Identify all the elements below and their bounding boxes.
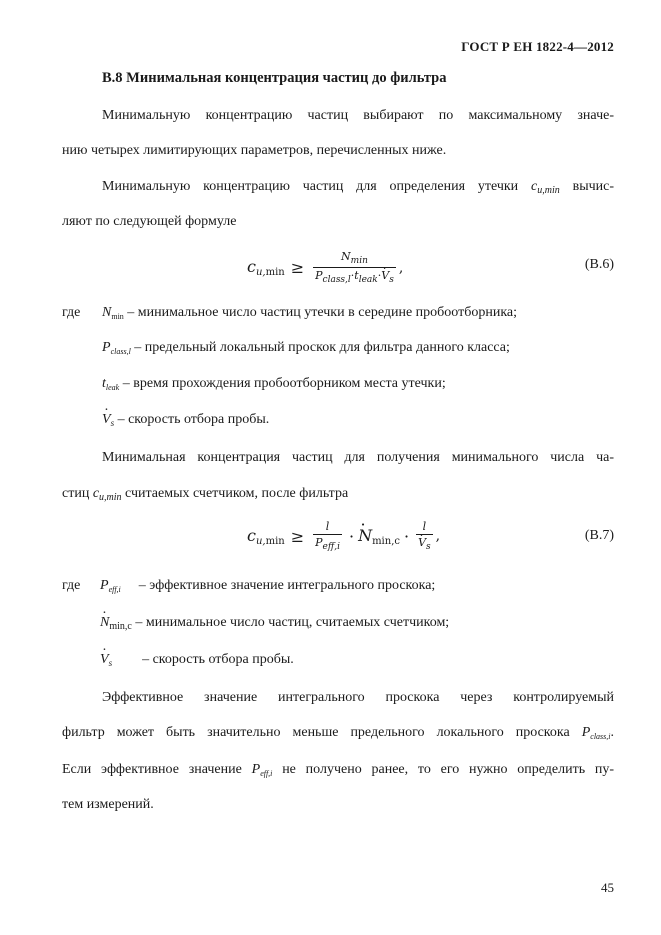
formula-b6-lhs: cu,min [247, 257, 285, 278]
formula-b6-number: (В.6) [584, 257, 614, 272]
paragraph-2-text-a: Минимальную концентрацию частиц для определения утечки [102, 179, 519, 194]
paragraph-4-line-1: Эффективное значение интегрального проскока через контролируемый [102, 690, 614, 705]
paragraph-2-line-2: ляют по следующей формуле [62, 214, 237, 229]
paragraph-4-line-4: тем измерений. [62, 797, 154, 812]
definition-nmin: $N_{min}$ – минимальное число частиц утечки в середине пробоотборника; [102, 305, 518, 321]
definition-peff: $P_{eff,i}$ – эффективное значение интегрального проскока; [100, 578, 436, 594]
definition-vs: · $V_s$ – скорость отбора пробы. [102, 412, 269, 428]
page-number: 45 [601, 880, 614, 895]
definition-tleak: $t_{leak}$ – время прохождения пробоотборником места утечки; [102, 376, 446, 392]
paragraph-3-line-2: стиц $c_{u,min}$ считаемых счетчиком, после фильтра [62, 486, 349, 503]
formula-b7-lhs: cu,min [247, 525, 285, 547]
paragraph-2-line-1 [102, 179, 614, 196]
formula-b6-numerator: $N_{min}$ [341, 250, 368, 266]
formula-b6-fraction [313, 250, 396, 285]
paragraph-4-line-3: Если эффективное значение $P_{eff,i}$ не получено ранее, то его нужно определить пу- [62, 762, 615, 778]
geq-sign: ≥ [290, 258, 305, 277]
definition-pclass: $P_{class,l}$ – предельный локальный проскок для фильтра данного класса; [102, 340, 510, 356]
definition-nminc: · $N_{min,c}$ – минимальное число частиц, считаемых счетчиком; [100, 615, 449, 632]
paragraph-1-line-2: нию четырех лимитирующих параметров, перечисленных ниже. [62, 143, 447, 158]
paragraph-1-line-1: Минимальную концентрацию частиц выбирают по максимальному значе- [102, 108, 614, 123]
formula-b6-denominator: $P_{class,l}\cdot t_{leak}\cdot\cdot V_s$ [313, 267, 396, 285]
formula-b7-nminc: · $N_{min,c}$ [358, 526, 400, 547]
formula-b7-fraction-2: l · $V_s$ [416, 520, 433, 552]
definition-vs-2: · $V_s$ – скорость отбора пробы. [100, 652, 294, 668]
formula-b7-number: (В.7) [584, 528, 614, 543]
paragraph-4-line-2: фильтр может быть значительно меньше предельного локального проскока $P_{class,i}$. [62, 725, 615, 741]
paragraph-2-text-b: вычис- [572, 179, 615, 194]
where-label-b6: где [62, 305, 81, 320]
section-title: В.8 Минимальная концентрация частиц до фильтра [102, 70, 447, 86]
c-umin-symbol: $c_{u,min}$ [531, 179, 560, 196]
formula-b6: cu,min ≥ $\frac{N_{min}}{P_{class,l}\cdot t_{leak}\cdot\cdot V_s}$ , [247, 250, 403, 285]
paragraph-3-line-1: Минимальная концентрация частиц для получения минимального числа ча- [102, 450, 614, 465]
document-header: ГОСТ Р ЕН 1822-4—2012 [461, 39, 614, 54]
where-label-b7: где [62, 578, 81, 593]
formula-b7-fraction-1: $\frac{l}{P_{eff,i}}$ [315, 520, 340, 552]
formula-b7: cu,min ≥ $\frac{l}{P_{eff,i}}$ · · $N_{min,c}$ · l · $V_s$ , [247, 520, 440, 552]
